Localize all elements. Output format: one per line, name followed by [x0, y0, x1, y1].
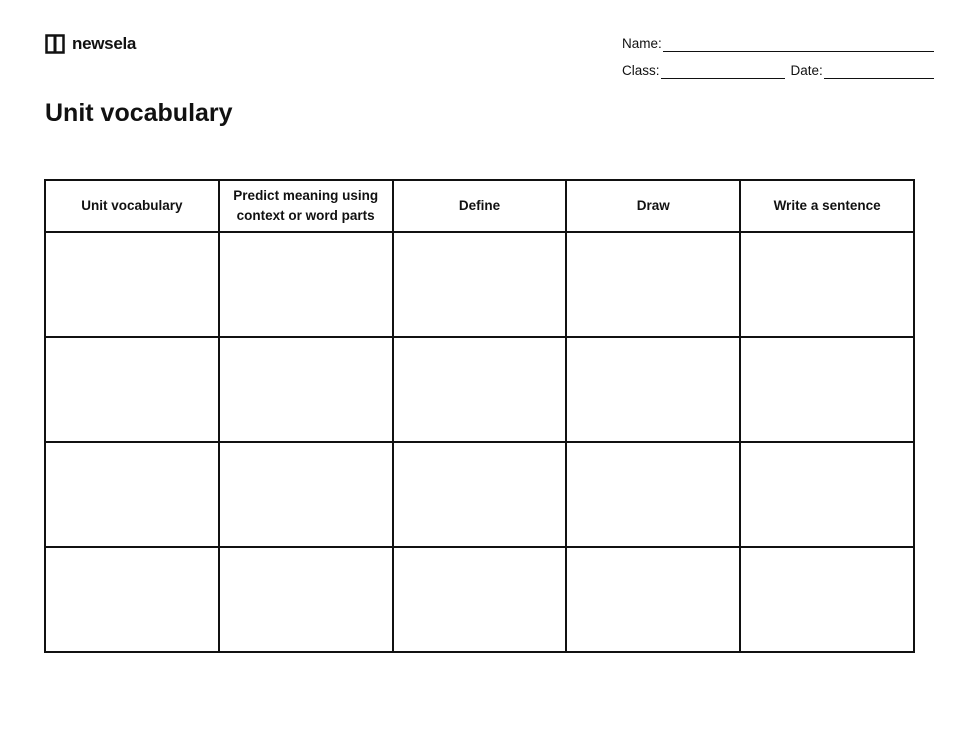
table-cell[interactable]	[219, 232, 393, 337]
name-label: Name:	[622, 36, 662, 51]
column-header-predict-meaning: Predict meaning using context or word parts	[219, 180, 393, 232]
table-cell[interactable]	[566, 442, 740, 547]
table-row	[45, 337, 914, 442]
column-header-write-sentence: Write a sentence	[740, 180, 914, 232]
table-cell[interactable]	[566, 547, 740, 652]
column-header-unit-vocabulary: Unit vocabulary	[45, 180, 219, 232]
table-cell[interactable]	[45, 232, 219, 337]
class-label: Class:	[622, 63, 660, 78]
page-title: Unit vocabulary	[45, 99, 233, 127]
table-row	[45, 547, 914, 652]
table-cell[interactable]	[393, 232, 567, 337]
table-cell[interactable]	[45, 547, 219, 652]
date-label: Date:	[790, 63, 823, 78]
table-cell[interactable]	[45, 442, 219, 547]
column-header-define: Define	[393, 180, 567, 232]
table-cell[interactable]	[219, 337, 393, 442]
newsela-book-icon	[45, 34, 65, 54]
newsela-logo	[45, 34, 136, 54]
table-cell[interactable]	[566, 232, 740, 337]
table-header-row	[45, 180, 914, 232]
brand-name: newsela	[72, 34, 137, 53]
name-row	[622, 36, 934, 52]
table-cell[interactable]	[740, 232, 914, 337]
table-cell[interactable]	[45, 337, 219, 442]
table-cell[interactable]	[393, 442, 567, 547]
table-cell[interactable]	[740, 442, 914, 547]
name-blank[interactable]	[663, 38, 934, 52]
vocabulary-table	[44, 179, 915, 653]
table-cell[interactable]	[393, 547, 567, 652]
student-info-fields	[622, 36, 934, 79]
column-header-draw: Draw	[566, 180, 740, 232]
class-date-row	[622, 63, 934, 79]
table-row	[45, 232, 914, 337]
table-cell[interactable]	[393, 337, 567, 442]
table-cell[interactable]	[740, 337, 914, 442]
table-row	[45, 442, 914, 547]
table-cell[interactable]	[219, 547, 393, 652]
table-cell[interactable]	[566, 337, 740, 442]
date-blank[interactable]	[824, 65, 934, 79]
class-blank[interactable]	[661, 65, 785, 79]
table-cell[interactable]	[219, 442, 393, 547]
table-cell[interactable]	[740, 547, 914, 652]
